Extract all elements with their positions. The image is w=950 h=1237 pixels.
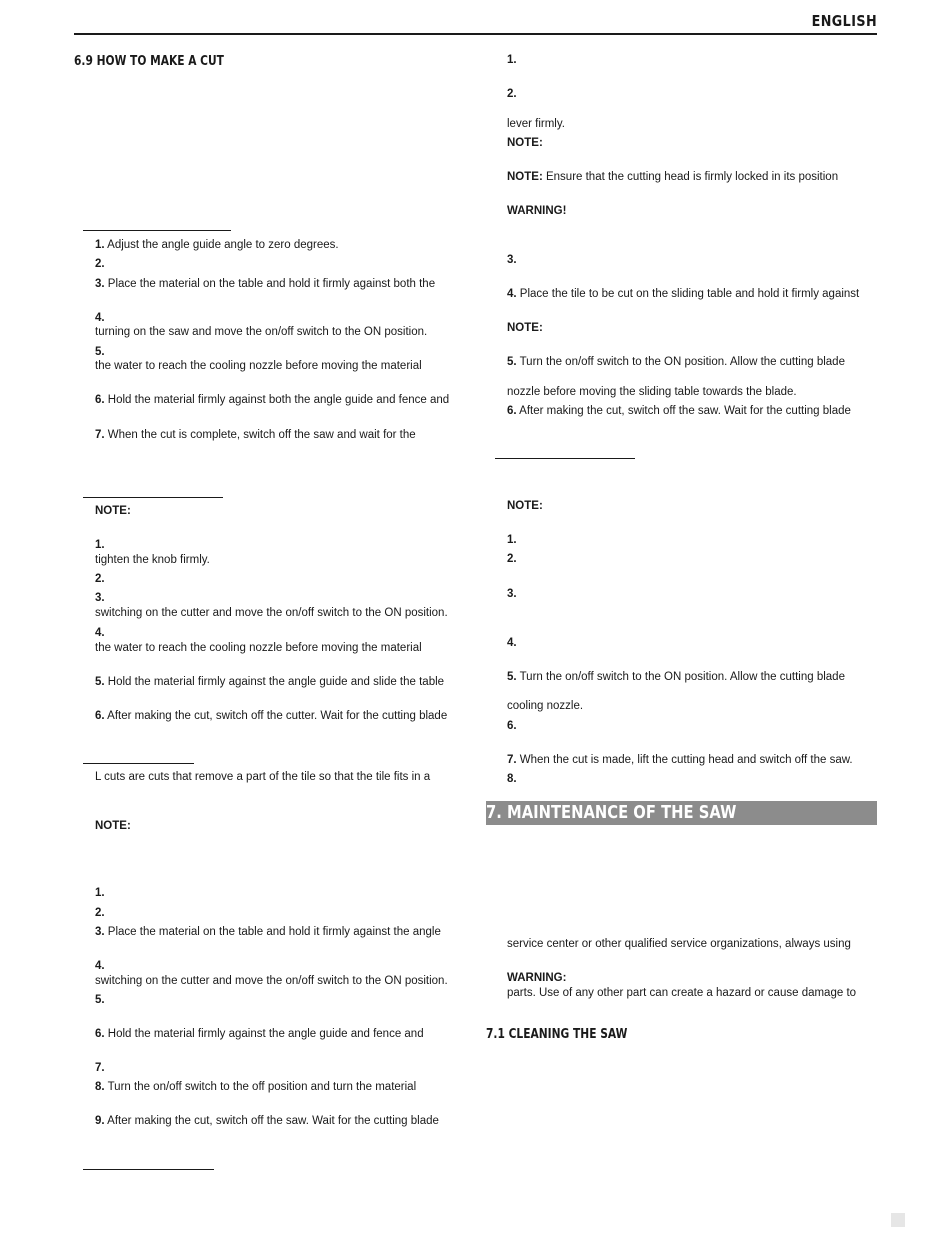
text-line (95, 538, 105, 552)
item-number: 5. (95, 994, 105, 1006)
header-language: ENGLISH (811, 12, 877, 30)
item-number: 5. (95, 346, 105, 358)
text-line (95, 993, 105, 1007)
subsection-rule-1 (83, 230, 231, 231)
text-line (95, 311, 105, 325)
text-line (95, 606, 448, 620)
text-line (95, 359, 422, 373)
text-line (507, 87, 517, 101)
item-number: NOTE: (507, 500, 543, 512)
item-text: Place the material on the table and hold it firmly against the angle (104, 926, 441, 938)
text-line (95, 277, 435, 291)
text-line (507, 287, 859, 301)
text-line (95, 257, 105, 271)
text-line (95, 626, 105, 640)
maintenance-section-title: 7. MAINTENANCE OF THE SAW (486, 802, 737, 823)
item-number: 5. (507, 671, 517, 683)
item-number: NOTE: (507, 137, 543, 149)
item-number: 6. (95, 394, 105, 406)
text-line (507, 937, 851, 951)
item-number: 2. (95, 258, 105, 270)
text-line (507, 719, 517, 733)
section-title-cleaning-the-saw: 7.1 CLEANING THE SAW (486, 1027, 628, 1042)
header-divider (74, 33, 877, 35)
item-number: WARNING! (507, 205, 567, 217)
text-line (95, 886, 105, 900)
item-number: WARNING: (507, 972, 567, 984)
item-number: 4. (95, 960, 105, 972)
item-number: 1. (95, 887, 105, 899)
item-number: 4. (507, 637, 517, 649)
subsection-rule-2 (83, 497, 223, 498)
item-number: 3. (507, 254, 517, 266)
text-line (95, 591, 105, 605)
item-text: Turn the on/off switch to the ON position. Allow the cutting blade (516, 356, 845, 368)
text-line (507, 204, 566, 218)
item-number: 4. (95, 312, 105, 324)
text-line (507, 355, 845, 369)
item-number: 5. (507, 356, 517, 368)
text-line (95, 553, 210, 567)
text-line (507, 971, 566, 985)
item-number: 6. (507, 405, 517, 417)
text-line (507, 499, 543, 513)
text-line (507, 587, 517, 601)
item-number: 1. (507, 54, 517, 66)
text-line (507, 533, 517, 547)
item-text: Turn the on/off switch to the off position and turn the material (104, 1081, 417, 1093)
subsection-rule-3 (83, 763, 194, 764)
text-line (507, 53, 517, 67)
text-line (95, 393, 449, 407)
item-number: 7. (95, 429, 105, 441)
item-text: Adjust the angle guide angle to zero degrees. (104, 239, 339, 251)
text-line (507, 670, 845, 684)
item-number: 8. (95, 1081, 105, 1093)
item-text: switching on the cutter and move the on/off switch to the ON position. (95, 975, 448, 987)
text-line (95, 959, 105, 973)
item-number: NOTE: (507, 322, 543, 334)
text-line (507, 136, 543, 150)
text-line (95, 974, 448, 988)
text-line (507, 253, 517, 267)
item-text: Hold the material firmly against the angle guide and slide the table (104, 676, 445, 688)
item-number: 6. (95, 710, 105, 722)
text-line (95, 572, 105, 586)
item-number: NOTE: (95, 820, 131, 832)
item-number: 6. (507, 720, 517, 732)
text-line (95, 504, 131, 518)
text-line (95, 641, 422, 655)
item-number: 7. (507, 754, 517, 766)
text-line (95, 925, 441, 939)
text-line (95, 1114, 439, 1128)
item-text: turning on the saw and move the on/off switch to the ON position. (95, 326, 428, 338)
item-text: nozzle before moving the sliding table towards the blade. (507, 386, 797, 398)
text-line (507, 321, 543, 335)
page-marker (891, 1213, 905, 1227)
item-number: 8. (507, 773, 517, 785)
text-line (507, 753, 853, 767)
item-text: Hold the material firmly against both the angle guide and fence and (104, 394, 450, 406)
item-text: Turn the on/off switch to the ON position. Allow the cutting blade (516, 671, 845, 683)
item-number: 7. (95, 1062, 105, 1074)
text-line (95, 325, 427, 339)
item-number: 4. (95, 627, 105, 639)
item-number: NOTE: (507, 171, 543, 183)
item-number: 1. (507, 534, 517, 546)
item-text: parts. Use of any other part can create a hazard or cause damage to (507, 987, 857, 999)
text-line (507, 986, 856, 1000)
item-number: 4. (507, 288, 517, 300)
item-text: When the cut is made, lift the cutting head and switch off the saw. (516, 754, 853, 766)
text-line (95, 770, 430, 784)
text-line (507, 117, 565, 131)
text-line (95, 238, 339, 252)
item-text: Place the material on the table and hold it firmly against both the (104, 278, 436, 290)
item-text: the water to reach the cooling nozzle before moving the material (95, 642, 422, 654)
item-text: After making the cut, switch off the saw. Wait for the cutting blade (516, 405, 851, 417)
item-number: 3. (95, 926, 105, 938)
item-text: Ensure that the cutting head is firmly locked in its position (542, 171, 839, 183)
text-line (507, 699, 583, 713)
item-number: 3. (507, 588, 517, 600)
item-text: L cuts are cuts that remove a part of the tile so that the tile fits in a (95, 771, 431, 783)
item-number: NOTE: (95, 505, 131, 517)
text-line (507, 772, 517, 786)
text-line (95, 345, 105, 359)
item-number: 3. (95, 278, 105, 290)
item-text: switching on the cutter and move the on/off switch to the ON position. (95, 607, 448, 619)
text-line (507, 636, 517, 650)
text-line (95, 1061, 105, 1075)
item-number: 2. (95, 907, 105, 919)
text-line (95, 906, 105, 920)
item-number: 1. (95, 239, 105, 251)
text-line (95, 428, 416, 442)
text-line (95, 675, 444, 689)
item-text: lever firmly. (507, 118, 565, 130)
item-number: 2. (95, 573, 105, 585)
text-line (507, 385, 797, 399)
text-line (507, 170, 838, 184)
section-title-how-to-make-a-cut: 6.9 HOW TO MAKE A CUT (74, 54, 224, 69)
item-number: 9. (95, 1115, 105, 1127)
item-number: 3. (95, 592, 105, 604)
item-text: After making the cut, switch off the saw. Wait for the cutting blade (104, 1115, 439, 1127)
item-text: cooling nozzle. (507, 700, 584, 712)
text-line (95, 709, 447, 723)
text-line (95, 1027, 424, 1041)
item-text: service center or other qualified service organizations, always using (507, 938, 851, 950)
item-text: the water to reach the cooling nozzle before moving the material (95, 360, 422, 372)
item-text: When the cut is complete, switch off the saw and wait for the (104, 429, 416, 441)
item-text: tighten the knob firmly. (95, 554, 210, 566)
text-line (95, 1080, 416, 1094)
text-line (95, 819, 131, 833)
item-number: 6. (95, 1028, 105, 1040)
item-text: Place the tile to be cut on the sliding table and hold it firmly against (516, 288, 860, 300)
item-number: 2. (507, 553, 517, 565)
item-number: 2. (507, 88, 517, 100)
item-number: 1. (95, 539, 105, 551)
text-line (507, 552, 517, 566)
item-text: Hold the material firmly against the angle guide and fence and (104, 1028, 424, 1040)
item-number: 5. (95, 676, 105, 688)
subsection-rule-4 (83, 1169, 214, 1170)
item-text: After making the cut, switch off the cutter. Wait for the cutting blade (104, 710, 448, 722)
subsection-rule-5 (495, 458, 635, 459)
text-line (507, 404, 851, 418)
